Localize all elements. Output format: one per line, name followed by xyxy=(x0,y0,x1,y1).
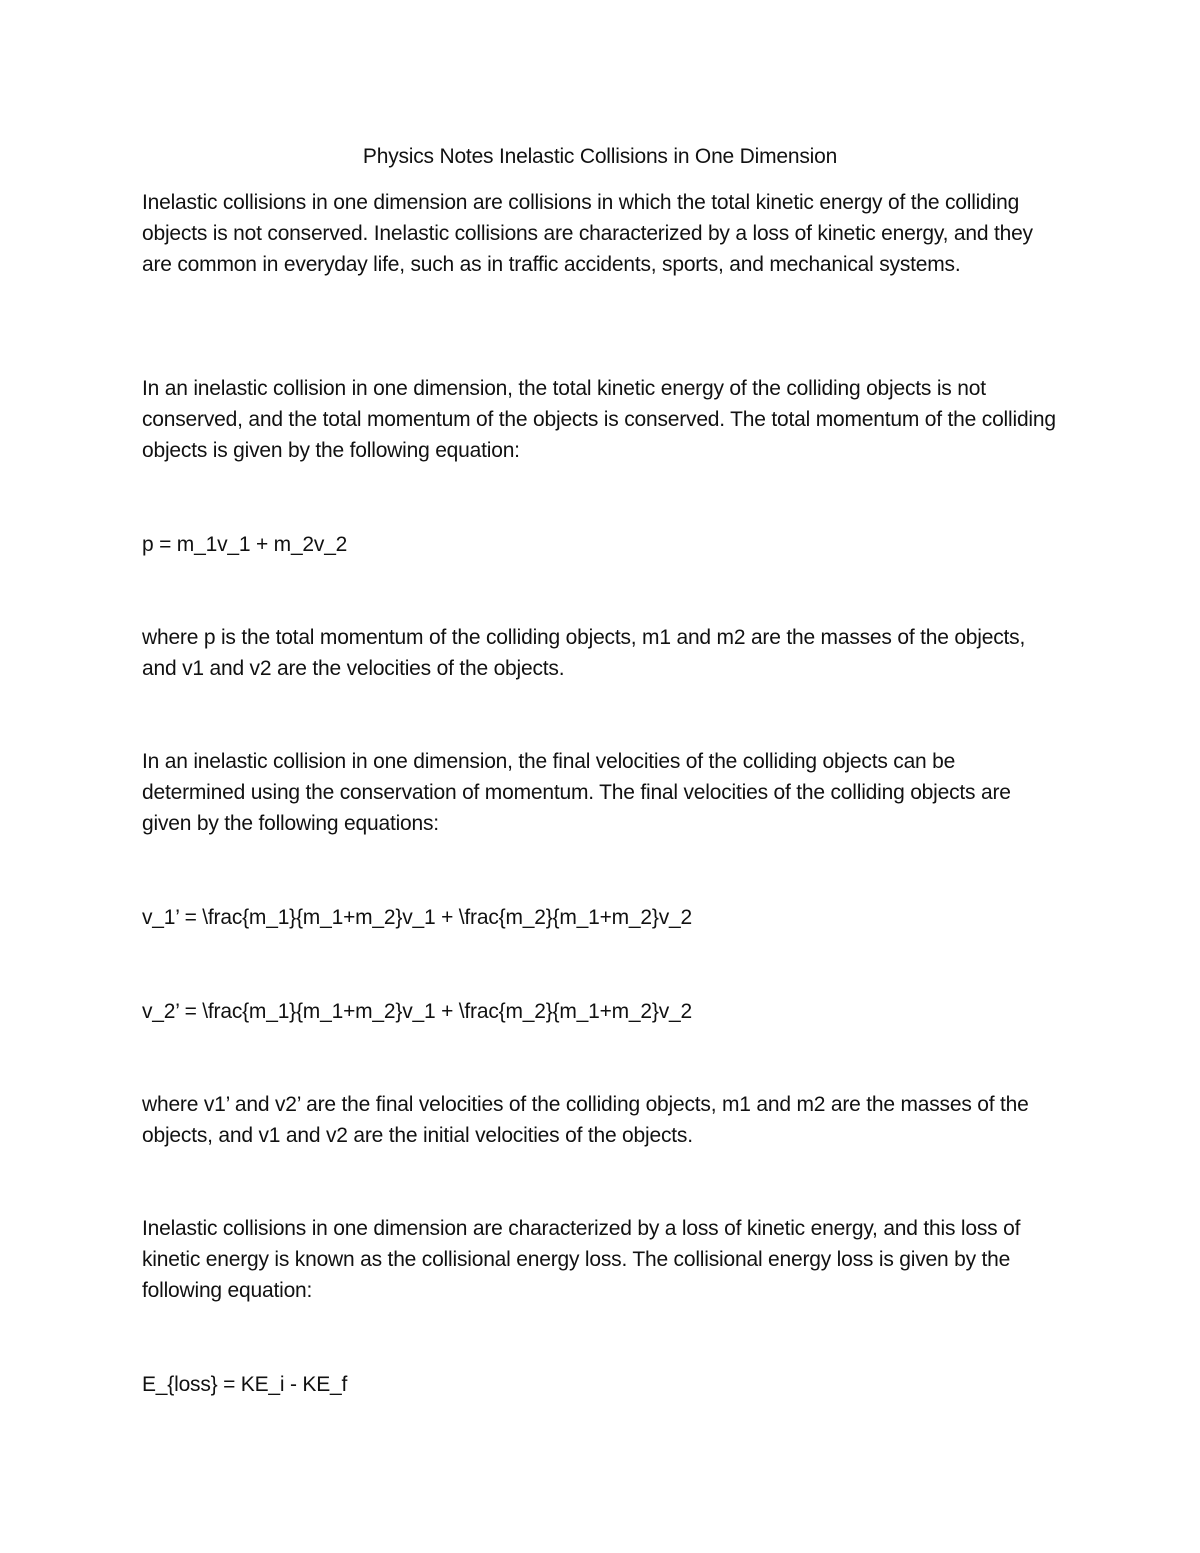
equation-energy-loss: E_{loss} = KE_i - KE_f xyxy=(142,1373,348,1396)
paragraph-intro: Inelastic collisions in one dimension are collisions in which the total kinetic energy of the colliding objects is not conserved. Inelastic collisions are characterized by a loss of kinetic energy, and they are common in everyday life, such as in traffic accidents, sports, and mechanical systems. xyxy=(142,191,1033,276)
paragraph-energy-loss: Inelastic collisions in one dimension are characterized by a loss of kinetic energy, and this loss of kinetic energy is known as the collisional energy loss. The collisional energy loss is given by the following equation: xyxy=(142,1217,1021,1302)
equation-momentum: p = m_1v_1 + m_2v_2 xyxy=(142,533,348,556)
paragraph-momentum-definitions: where p is the total momentum of the colliding objects, m1 and m2 are the masses of the objects, and v1 and v2 are the velocities of the objects. xyxy=(142,626,1026,680)
paragraph-momentum: In an inelastic collision in one dimension, the total kinetic energy of the colliding objects is not conserved, and the total momentum of the objects is conserved. The total momentum of the colliding objects is given by the following equation: xyxy=(142,377,1056,462)
equation-v2-final: v_2’ = \frac{m_1}{m_1+m_2}v_1 + \frac{m_2}{m_1+m_2}v_2 xyxy=(142,1000,692,1023)
document-title: Physics Notes Inelastic Collisions in One Dimension xyxy=(362,145,838,168)
paragraph-final-velocities: In an inelastic collision in one dimension, the final velocities of the colliding objects can be determined using the conservation of momentum. The final velocities of the colliding objects are given by the following equations: xyxy=(142,750,1011,835)
equation-v1-final: v_1’ = \frac{m_1}{m_1+m_2}v_1 + \frac{m_2}{m_1+m_2}v_2 xyxy=(142,906,692,929)
paragraph-velocity-definitions: where v1’ and v2’ are the final velocities of the colliding objects, m1 and m2 are the masses of the objects, and v1 and v2 are the initial velocities of the objects. xyxy=(142,1093,1029,1147)
